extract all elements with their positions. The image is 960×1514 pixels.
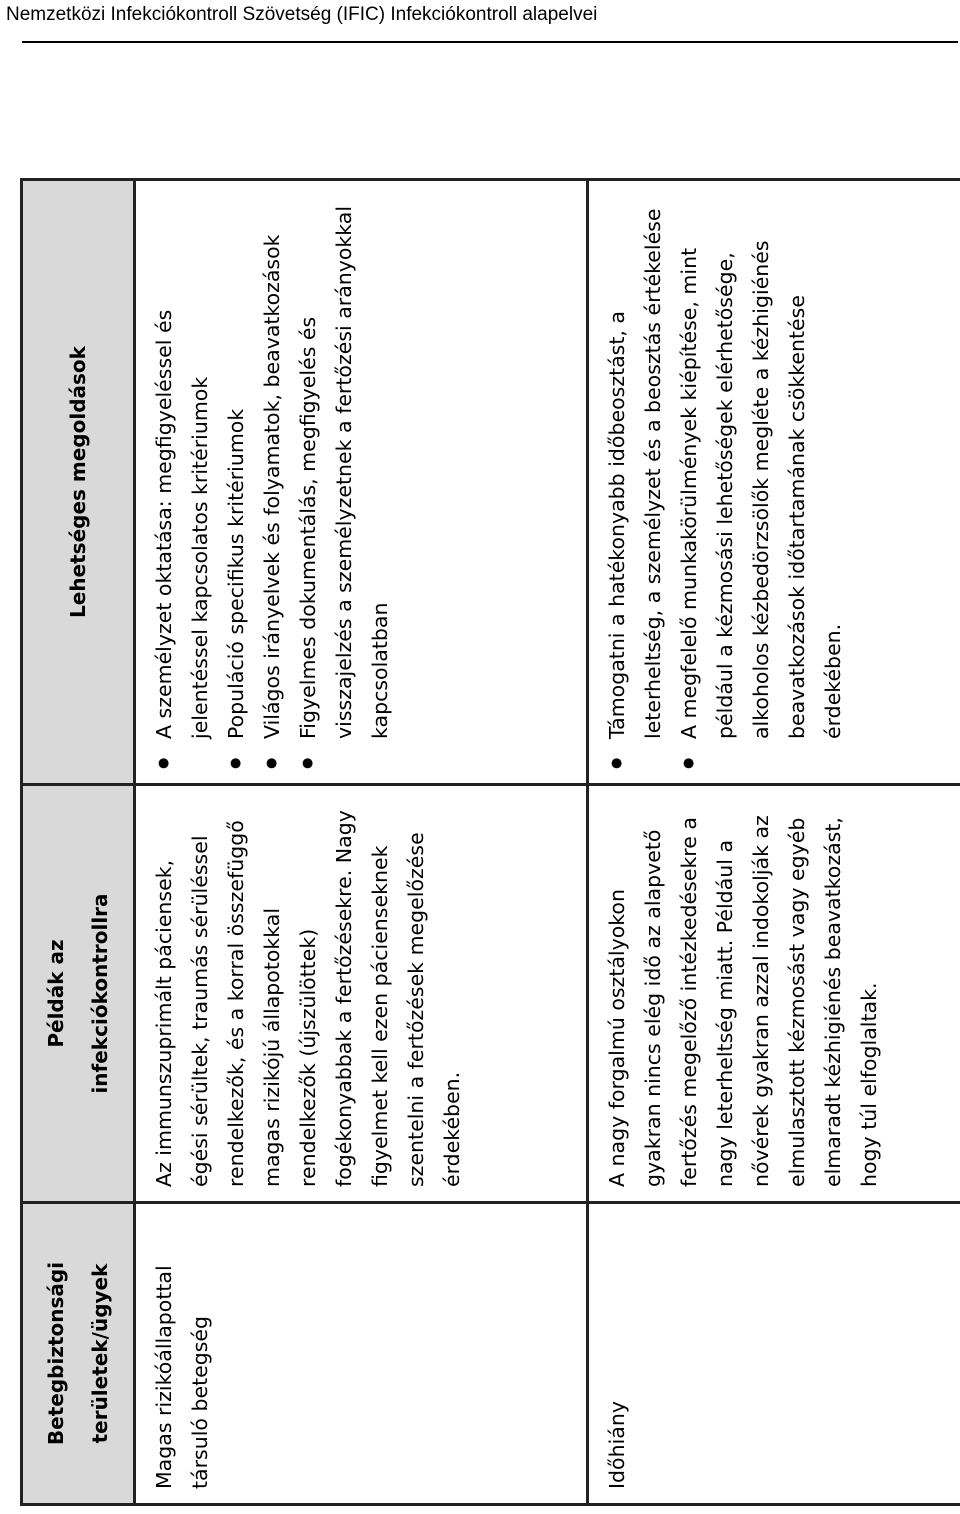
row-solutions-cell <box>135 180 588 785</box>
column-header-areas: Betegbiztonsági területek/ügyek <box>22 1203 135 1505</box>
page-header: Nemzetközi Infekciókontroll Szövetség (IFIC) Infekciókontroll alapelvei <box>6 4 598 25</box>
header-rule <box>22 41 958 43</box>
rotated-table-container <box>20 181 960 1506</box>
list-item: ● A személyzet oktatása: megfigyeléssel és jelentéssel kapcsolatos kritériumok <box>146 195 218 769</box>
solutions-list <box>599 195 851 769</box>
solutions-list <box>146 195 398 769</box>
table-header-row <box>22 180 135 1505</box>
table-row <box>588 180 960 1505</box>
row-area-cell: Időhiány <box>588 1203 960 1505</box>
list-item: ● Világos irányelvek és folyamatok, beavatkozások <box>254 195 290 769</box>
table-row <box>135 180 588 1505</box>
list-item: ● Támogatni a hatékonyabb időbeosztást, a leterheltség, a személyzet és a beosztás értékelése <box>599 195 671 769</box>
patient-safety-table <box>20 178 960 1506</box>
column-header-examples: Példák az infekciókontrollra <box>22 785 135 1203</box>
list-item: ● A megfelelő munkakörülmények kiépítése, mint például a kézmosási lehetőségek elérhetősége, alkoholos kézbedörzsölők megléte a kézhigiénés beavatkozások időtartamának csökkentése érdekében. <box>671 195 851 769</box>
column-header-solutions: Lehetséges megoldások <box>22 180 135 785</box>
list-item: ● Populáció specifikus kritériumok <box>218 195 254 769</box>
list-item: ● Figyelmes dokumentálás, megfigyelés és visszajelzés a személyzetnek a fertőzési arányokkal kapcsolatban <box>290 195 398 769</box>
row-area-cell: Magas rizikóállapottal társuló betegség <box>135 1203 588 1505</box>
row-example-cell: Az immunszuprimált páciensek, égési sérültek, traumás sérüléssel rendelkezők, és a korral összefüggő magas rizikójú állapotokkal rendelkezők (újszülöttek) fogékonyabbak a fertőzésekre. Nagy figyelmet kell ezen pácienseknek szentelni a fertőzések megelőzése érdekében. <box>135 785 588 1203</box>
row-example-cell: A nagy forgalmú osztályokon gyakran nincs elég idő az alapvető fertőzés megelőző intézkedésekre a nagy leterheltség miatt. Például a nővérek gyakran azzal indokolják az elmulasztott kézmosást vagy egyéb elmaradt kézhigiénés beavatkozást, hogy túl elfoglaltak. <box>588 785 960 1203</box>
row-solutions-cell <box>588 180 960 785</box>
